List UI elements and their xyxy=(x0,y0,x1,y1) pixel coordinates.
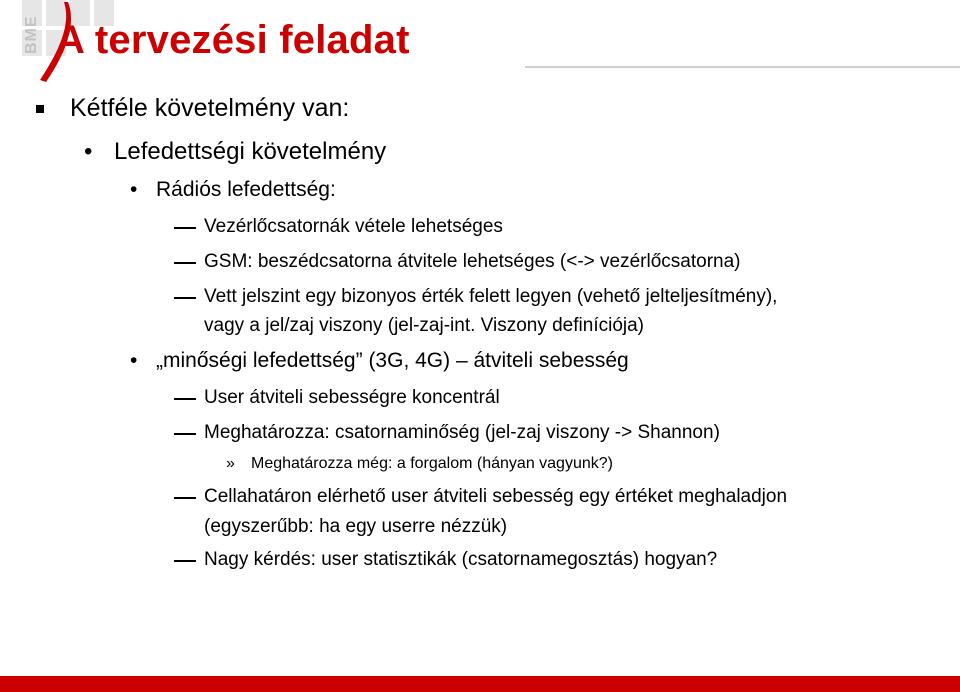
dot-bullet-icon: • xyxy=(130,349,138,372)
dash-bullet-icon xyxy=(174,560,196,562)
dash-bullet-icon xyxy=(174,262,196,264)
dot-bullet-icon: • xyxy=(84,138,93,165)
bme-logo-text: BME xyxy=(23,15,40,54)
dot-bullet-icon: • xyxy=(130,178,138,201)
dash-bullet-icon xyxy=(174,497,196,499)
title-rule xyxy=(525,66,960,68)
raquo-bullet-icon: » xyxy=(226,455,235,472)
dash-bullet-icon xyxy=(174,297,196,299)
dash-bullet-icon xyxy=(174,398,196,400)
page-title: A tervezési feladat xyxy=(56,18,410,62)
dash-bullet-icon xyxy=(174,433,196,435)
bullet-l4-continuation: (egyszerűbb: ha egy userre nézzük) xyxy=(204,516,508,537)
footer-bar xyxy=(0,676,960,692)
square-bullet-icon xyxy=(36,105,44,113)
bullet-l4-continuation: vagy a jel/zaj viszony (jel-zaj-int. Viszony definíciója) xyxy=(204,315,644,336)
dash-bullet-icon xyxy=(174,227,196,229)
